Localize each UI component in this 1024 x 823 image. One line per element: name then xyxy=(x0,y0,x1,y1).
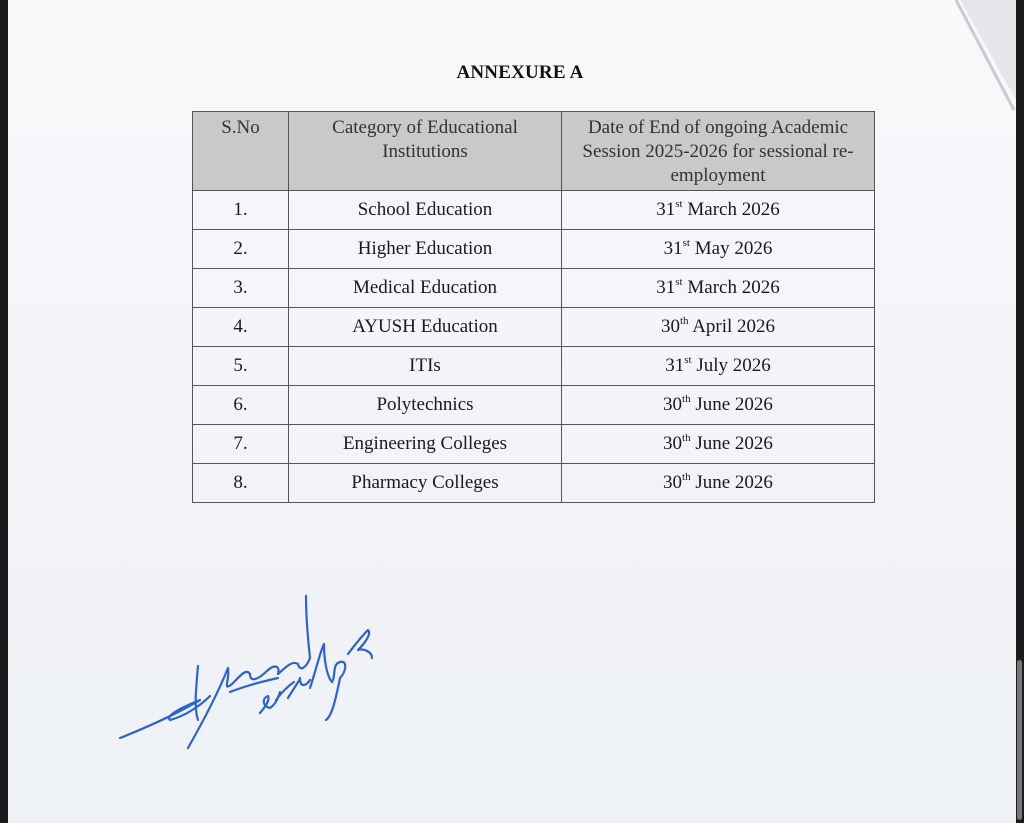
date-day: 30 xyxy=(663,394,683,415)
date-suffix: st xyxy=(675,198,683,210)
table-row xyxy=(193,386,875,425)
cell-sno: 2. xyxy=(193,230,289,269)
header-date xyxy=(562,112,875,191)
cell-date xyxy=(562,191,875,230)
header-category-text: Category of Educational Institutions xyxy=(332,117,518,162)
date-month-year: June 2026 xyxy=(695,394,773,415)
cell-date xyxy=(562,230,875,269)
date-month-year: July 2026 xyxy=(696,355,771,376)
cell-date xyxy=(562,464,875,503)
table-row xyxy=(193,425,875,464)
cell-date xyxy=(562,425,875,464)
date-suffix: st xyxy=(675,276,683,288)
table-row xyxy=(193,269,875,308)
header-category xyxy=(289,112,562,191)
cell-sno: 5. xyxy=(193,347,289,386)
table-row xyxy=(193,191,875,230)
date-suffix: st xyxy=(684,354,692,366)
cell-sno: 8. xyxy=(193,464,289,503)
table-body xyxy=(193,191,875,503)
table-header-row xyxy=(193,112,875,191)
date-suffix: st xyxy=(682,237,690,249)
date-day: 30 xyxy=(663,472,683,493)
date-day: 31 xyxy=(656,199,676,220)
cell-sno: 6. xyxy=(193,386,289,425)
header-date-text: Date of End of ongoing Academic Session 2025-2026 for sessional re-employment xyxy=(582,117,854,186)
date-month-year: June 2026 xyxy=(695,433,773,454)
date-month-year: June 2026 xyxy=(695,472,773,493)
date-suffix: th xyxy=(682,471,691,483)
annexure-table xyxy=(192,111,875,503)
cell-sno: 4. xyxy=(193,308,289,347)
table-row xyxy=(193,464,875,503)
header-sno: S.No xyxy=(193,112,289,191)
table-row xyxy=(193,230,875,269)
scrollbar[interactable] xyxy=(1017,660,1022,820)
cell-sno: 3. xyxy=(193,269,289,308)
date-month-year: April 2026 xyxy=(692,316,776,337)
signature-image xyxy=(110,588,390,758)
cell-sno: 1. xyxy=(193,191,289,230)
cell-date xyxy=(562,347,875,386)
date-suffix: th xyxy=(682,393,691,405)
date-month-year: March 2026 xyxy=(687,277,780,298)
cell-category: Engineering Colleges xyxy=(289,425,562,464)
table-row xyxy=(193,347,875,386)
cell-category: AYUSH Education xyxy=(289,308,562,347)
date-day: 31 xyxy=(665,355,685,376)
document-title: ANNEXURE A xyxy=(456,62,584,83)
date-day: 30 xyxy=(660,316,680,337)
date-day: 31 xyxy=(656,277,676,298)
cell-category: ITIs xyxy=(289,347,562,386)
cell-date xyxy=(562,308,875,347)
date-suffix: th xyxy=(679,315,689,327)
cell-category: School Education xyxy=(289,191,562,230)
date-month-year: March 2026 xyxy=(687,199,780,220)
date-day: 30 xyxy=(663,433,683,454)
cell-category: Pharmacy Colleges xyxy=(289,464,562,503)
cell-category: Polytechnics xyxy=(289,386,562,425)
cell-date xyxy=(562,386,875,425)
date-month-year: May 2026 xyxy=(694,238,773,259)
table-row xyxy=(193,308,875,347)
cell-category: Medical Education xyxy=(289,269,562,308)
date-suffix: th xyxy=(682,432,691,444)
cell-date xyxy=(562,269,875,308)
cell-category: Higher Education xyxy=(289,230,562,269)
cell-sno: 7. xyxy=(193,425,289,464)
page-fold xyxy=(926,0,1016,120)
date-day: 31 xyxy=(663,238,683,259)
